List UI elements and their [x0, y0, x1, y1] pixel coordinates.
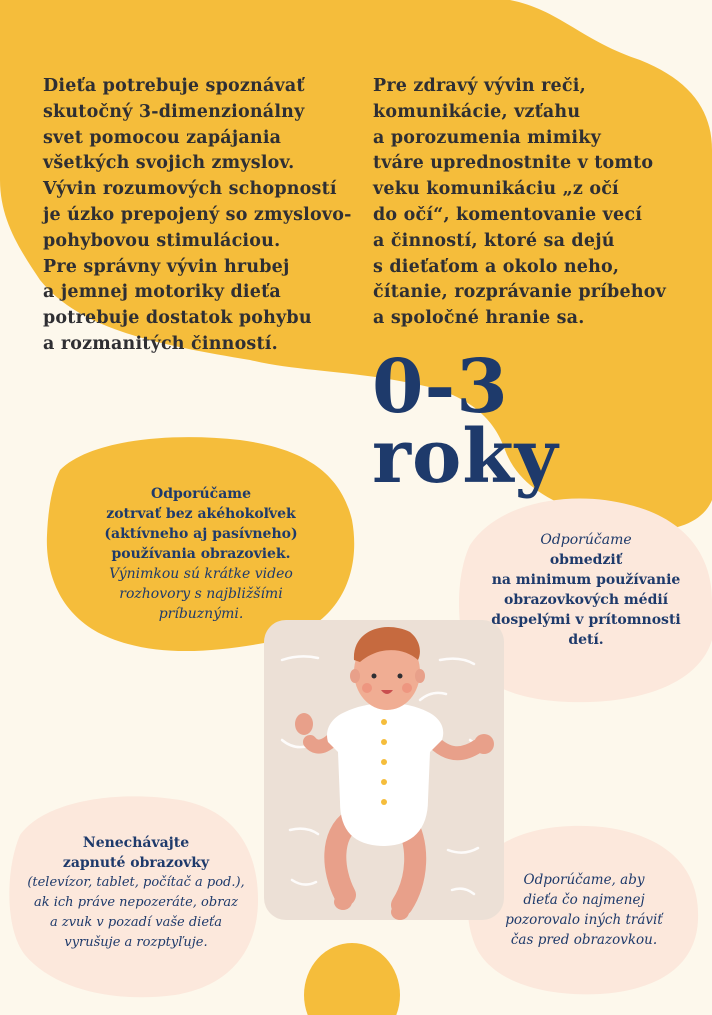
- bubble-note-line: Výnimkou sú krátke video: [109, 566, 293, 582]
- text-line: do očí“, komentovanie vecí: [373, 204, 643, 225]
- intro-right-paragraph: [373, 74, 666, 332]
- bubble-heading-line: zotrvať bez akéhokoľvek: [106, 506, 296, 522]
- yellow-bottom-circle: [304, 943, 400, 1015]
- text-line: Vývin rozumových schopností: [43, 179, 337, 200]
- bubble-heading-line: detí.: [568, 632, 604, 648]
- age-unit-title: roky: [372, 414, 559, 500]
- bubble-heading-line: obmedziť: [549, 552, 623, 568]
- intro-left-paragraph: [43, 74, 352, 358]
- bubble-background-screens: [8, 833, 264, 953]
- bubble-note-line: vyrušuje a rozptyľuje.: [64, 935, 208, 950]
- bubble-heading-line: používania obrazoviek.: [111, 546, 291, 562]
- bubble-note-line: a zvuk v pozadí vaše dieťa: [49, 915, 223, 930]
- age-range-title: 0-3: [372, 344, 509, 430]
- text-line: svet pomocou zapájania: [43, 127, 282, 148]
- text-line: a činností, ktoré sa dejú: [373, 230, 615, 251]
- text-line: Dieťa potrebuje spoznávať: [43, 76, 305, 96]
- text-line: čítanie, rozprávanie príbehov: [373, 282, 666, 303]
- bubble-note-line: čas pred obrazovkou.: [510, 932, 658, 948]
- bubble-observe-others: [478, 870, 690, 950]
- bubble-note-line: rozhovory s najbližšími: [119, 586, 283, 602]
- bubble-heading-line: na minimum používanie: [491, 572, 681, 588]
- bubble-heading-line: dospelými v prítomnosti: [491, 612, 681, 628]
- text-line: tváre uprednostnite v tomto: [373, 153, 654, 174]
- bubble-note-line: ak ich práve nepozeráte, obraz: [33, 895, 239, 910]
- text-line: s dieťaťom a okolo neho,: [373, 256, 620, 277]
- text-line: veku komunikáciu „z očí: [373, 179, 619, 200]
- bubble-note-line: dieťa čo najmenej: [523, 892, 645, 908]
- bubble-heading-line: Nenechávajte: [82, 835, 190, 851]
- text-line: a porozumenia mimiky: [373, 127, 601, 148]
- text-line: potrebuje dostatok pohybu: [43, 308, 312, 329]
- bubble-note-line: Odporúčame: [540, 532, 632, 548]
- bubble-note-line: pozorovalo iných tráviť: [505, 912, 663, 928]
- text-line: všetkých svojich zmyslov.: [43, 153, 295, 174]
- text-line: a spoločné hranie sa.: [373, 308, 585, 329]
- bubble-note-line: Odporúčame, aby: [523, 872, 645, 888]
- bubble-heading-line: Odporúčame: [151, 486, 251, 502]
- bubble-note-line: príbuznými.: [158, 606, 244, 622]
- text-line: Pre správny vývin hrubej: [43, 256, 290, 277]
- text-line: je úzko prepojený so zmyslovo-: [43, 204, 352, 225]
- bubble-note-line: (televízor, tablet, počítač a pod.),: [27, 875, 245, 890]
- text-line: a jemnej motoriky dieťa: [43, 282, 281, 303]
- bubble-heading-line: (aktívneho aj pasívneho): [104, 526, 298, 542]
- bubble-heading-line: obrazovkových médií: [503, 592, 669, 608]
- bubble-heading-line: zapnuté obrazovky: [62, 855, 210, 871]
- text-line: Pre zdravý vývin reči,: [373, 76, 586, 96]
- bubble-avoid-screens: [70, 484, 332, 624]
- text-line: a rozmanitých činností.: [43, 333, 278, 354]
- text-line: skutočný 3-dimenzionálny: [43, 101, 305, 122]
- bubble-limit-adult-screens: [470, 530, 702, 650]
- text-line: pohybovou stimuláciou.: [43, 230, 281, 251]
- text-line: komunikácie, vzťahu: [373, 101, 581, 122]
- baby-illustration: [264, 620, 504, 920]
